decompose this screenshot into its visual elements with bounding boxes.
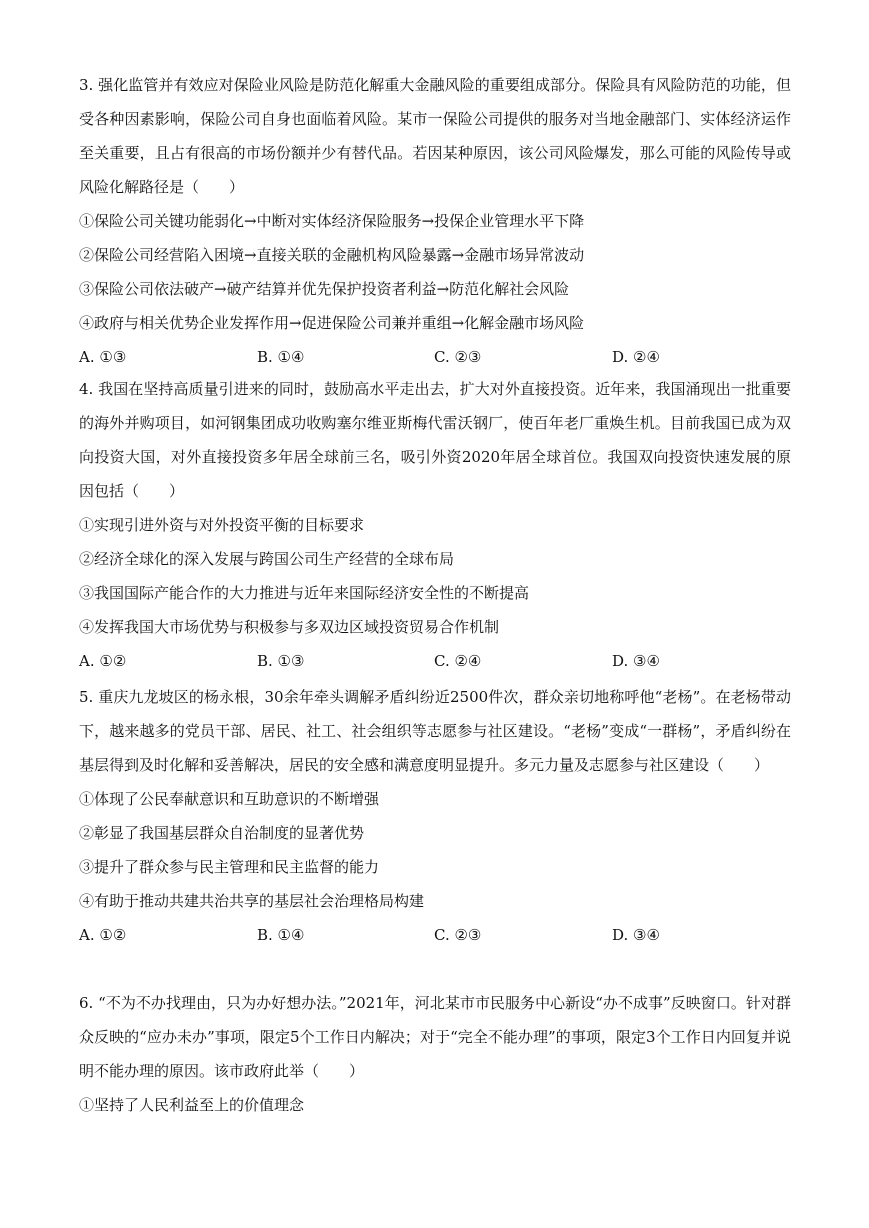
question-6: [79, 986, 791, 1122]
choice-d: D. ③④: [612, 926, 660, 944]
question-stem: 3. 强化监管并有效应对保险业风险是防范化解重大金融风险的重要组成部分。保险具有风险防范的功能，但受各种因素影响，保险公司自身也面临着风险。某市一保险公司提供的服务对当地金融部门、实体经济运作至关重要，且占有很高的市场份额并少有替代品。若因某种原因，该公司风险爆发，那么可能的风险传导或风险化解路径是（ ）: [79, 76, 791, 196]
answer-choices: [79, 340, 791, 374]
option-statement: ②彰显了我国基层群众自治制度的显著优势: [79, 824, 365, 842]
question-stem: 6. “不为不办找理由，只为办好想办法。”2021年，河北某市市民服务中心新设“办不成事”反映窗口。针对群众反映的“应办未办”事项，限定5个工作日内解决；对于“完全不能办理”的事项，限定3个工作日内回复并说明不能办理的原因。该市政府此举（ ）: [79, 994, 791, 1080]
question-3: [79, 68, 791, 374]
option-statement: ③保险公司依法破产→破产结算并优先保护投资者利益→防范化解社会风险: [79, 280, 570, 298]
choice-c: C. ②④: [434, 652, 482, 670]
choice-b: B. ①④: [257, 926, 305, 944]
option-statement: ①保险公司关键功能弱化→中断对实体经济保险服务→投保企业管理水平下降: [79, 212, 585, 230]
choice-b: B. ①③: [257, 652, 305, 670]
choice-c: C. ②③: [434, 348, 482, 366]
option-statement: ④政府与相关优势企业发挥作用→促进保险公司兼并重组→化解金融市场风险: [79, 314, 585, 332]
choice-d: D. ③④: [612, 652, 660, 670]
answer-choices: [79, 644, 791, 678]
question-5: [79, 680, 791, 952]
question-stem: 5. 重庆九龙坡区的杨永根，30余年牵头调解矛盾纠纷近2500件次，群众亲切地称呼他“老杨”。在老杨带动下，越来越多的党员干部、居民、社工、社会组织等志愿参与社区建设。“老杨”变成“一群杨”，矛盾纠纷在基层得到及时化解和妥善解决，居民的安全感和满意度明显提升。多元力量及志愿参与社区建设（ ）: [79, 688, 791, 774]
choice-a: A. ①②: [79, 652, 127, 670]
option-statement: ②经济全球化的深入发展与跨国公司生产经营的全球布局: [79, 550, 455, 568]
option-statement: ②保险公司经营陷入困境→直接关联的金融机构风险暴露→金融市场异常波动: [79, 246, 585, 264]
answer-choices: [79, 918, 791, 952]
choice-d: D. ②④: [612, 348, 660, 366]
option-statement: ③我国国际产能合作的大力推进与近年来国际经济安全性的不断提高: [79, 584, 530, 602]
question-4: [79, 372, 791, 678]
option-statement: ①坚持了人民利益至上的价值理念: [79, 1096, 305, 1114]
option-statement: ③提升了群众参与民主管理和民主监督的能力: [79, 858, 380, 876]
option-statement: ①实现引进外资与对外投资平衡的目标要求: [79, 516, 365, 534]
option-statement: ①体现了公民奉献意识和互助意识的不断增强: [79, 790, 380, 808]
question-stem: 4. 我国在坚持高质量引进来的同时，鼓励高水平走出去，扩大对外直接投资。近年来，我国涌现出一批重要的海外并购项目，如河钢集团成功收购塞尔维亚斯梅代雷沃钢厂，使百年老厂重焕生机。目前我国已成为双向投资大国，对外直接投资多年居全球前三名，吸引外资2020年居全球首位。我国双向投资快速发展的原因包括（ ）: [79, 380, 791, 500]
choice-a: A. ①③: [79, 348, 127, 366]
choice-a: A. ①②: [79, 926, 127, 944]
option-statement: ④发挥我国大市场优势与积极参与多双边区域投资贸易合作机制: [79, 618, 500, 636]
choice-b: B. ①④: [257, 348, 305, 366]
choice-c: C. ②③: [434, 926, 482, 944]
option-statement: ④有助于推动共建共治共享的基层社会治理格局构建: [79, 892, 425, 910]
